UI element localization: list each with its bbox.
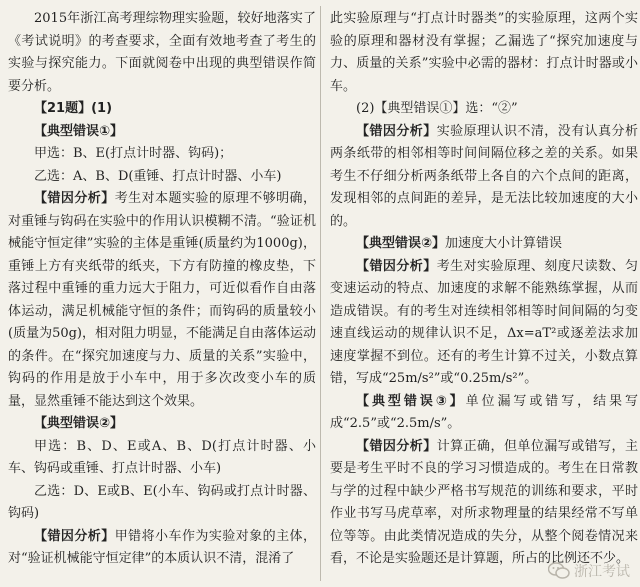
paragraph xyxy=(8,188,316,413)
paragraph-text: 乙选：A、B、D(重锤、打点计时器、小车) xyxy=(34,168,282,184)
column-divider xyxy=(320,6,321,581)
paragraph-text: 加速度大小计算错误 xyxy=(445,236,563,251)
paragraph xyxy=(330,98,638,121)
paragraph xyxy=(330,256,638,391)
paragraph-text: 乙选：D、E或B、E(小车、钩码或打点计时器、钩码) xyxy=(8,483,316,521)
wechat-icon xyxy=(548,562,570,580)
watermark-text: 浙江考试 xyxy=(574,564,630,580)
paragraph xyxy=(330,391,638,436)
section-heading: 【典型错误②】 xyxy=(34,416,124,431)
paragraph-text: 2015年浙江高考理综物理实验题，较好地落实了《考试说明》的考查要求，全面有效地考查了考生的实验与探究能力。下面就阅卷中出现的典型错误作简要分析。 xyxy=(8,11,316,94)
section-heading: 【典型错误②】 xyxy=(356,236,446,251)
right-column xyxy=(330,8,638,571)
paragraph xyxy=(330,233,638,256)
paragraph-text: 计算正确，但单位漏写或错写，主要是考生平时不良的学习习惯造成的。考生在日常教与学的过程中缺少严格书写规范的训练和要求，平时作业书写马虎草率，对所求物理量的结果经常不写单位等等。由此类情况造成的失分，从整个阅卷情况来看，不论是实验题还是计算题，所占的比例还不少。 xyxy=(330,438,638,566)
section-heading: 【错因分析】 xyxy=(34,528,115,544)
paragraph xyxy=(8,121,316,144)
paragraph xyxy=(8,8,316,98)
section-heading: 【错因分析】 xyxy=(34,191,115,206)
paragraph-text: 考生对本题实验的原理不够明确，对重锤与钩码在实验中的作用认识模糊不清。“验证机械能守恒定律”实验的主体是重锤(质量约为1000g)，重锤上方有夹纸带的纸夹，下方有防撞的橡皮垫，下落过程中重锤的重力远大于阻力，可近似看作自由落体运动，满足机械能守恒的条件；而钩码的质量较小(质量为50g)，相对阻力明显，不能满足自由落体运动的条件。在“探究加速度与力、质量的关系”实验中，钩码的作用是放于小车中，用于多次改变小车的质量，显然重锤不能达到这个效果。 xyxy=(8,191,317,409)
watermark xyxy=(548,561,630,581)
section-heading: 【21题】(1) xyxy=(34,101,113,116)
paragraph xyxy=(330,121,638,234)
paragraph-text: (2)【典型错误①】选：“②” xyxy=(356,101,518,116)
left-column xyxy=(8,8,316,571)
section-heading: 【错因分析】 xyxy=(356,258,437,274)
paragraph xyxy=(330,436,638,571)
paragraph xyxy=(8,143,316,166)
paragraph xyxy=(8,166,316,189)
paragraph-text: 此实验原理与“打点计时器类”的实验原理，这两个实验的原理和器材没有掌握；乙漏选了“探究加速度与力、质量的关系”实验中必需的器材：打点计时器或小车。 xyxy=(330,11,638,94)
paragraph-text: 甲选：B、D、E或A、B、D(打点计时器、小车、钩码或重锤、打点计时器、小车) xyxy=(8,438,316,476)
section-heading: 【错因分析】 xyxy=(356,123,437,139)
paragraph-text: 实验原理认识不清，没有认真分析两条纸带的相邻相等时间间隔位移之差的关系。如果考生不仔细分析两条纸带上各自的六个点间的距离，发现相邻的点间距的差异，是无法比较加速度的大小的。 xyxy=(330,123,638,229)
paragraph xyxy=(8,436,316,481)
paragraph-text: 单位漏写或错写，结果写成“2.5”或“2.5m/s”。 xyxy=(330,393,638,431)
paragraph-text: 甲错将小车作为实验对象的主体，对“验证机械能守恒定律”的本质认识不清，混淆了 xyxy=(8,528,316,566)
paragraph xyxy=(8,481,316,526)
paragraph xyxy=(8,98,316,121)
section-heading: 【典型错误①】 xyxy=(34,123,124,139)
section-heading: 【错因分析】 xyxy=(356,438,437,454)
paragraph-text: 考生对实验原理、刻度尺读数、匀变速运动的特点、加速度的求解不能熟练掌握，从而造成错误。有的考生对连续相邻相等时间间隔的匀变速直线运动的规律认识不足，Δx=aT²或逐差法求加速度掌握不到位。还有的考生计算不过关，小数点算错，写成“25m/s²”或“0.25m/s²”。 xyxy=(330,258,638,386)
section-heading: 【典型错误③】 xyxy=(356,393,466,409)
paragraph xyxy=(8,413,316,436)
paragraph xyxy=(8,526,316,571)
paragraph xyxy=(330,8,638,98)
paragraph-text: 甲选：B、E(打点计时器、钩码)； xyxy=(34,146,233,161)
